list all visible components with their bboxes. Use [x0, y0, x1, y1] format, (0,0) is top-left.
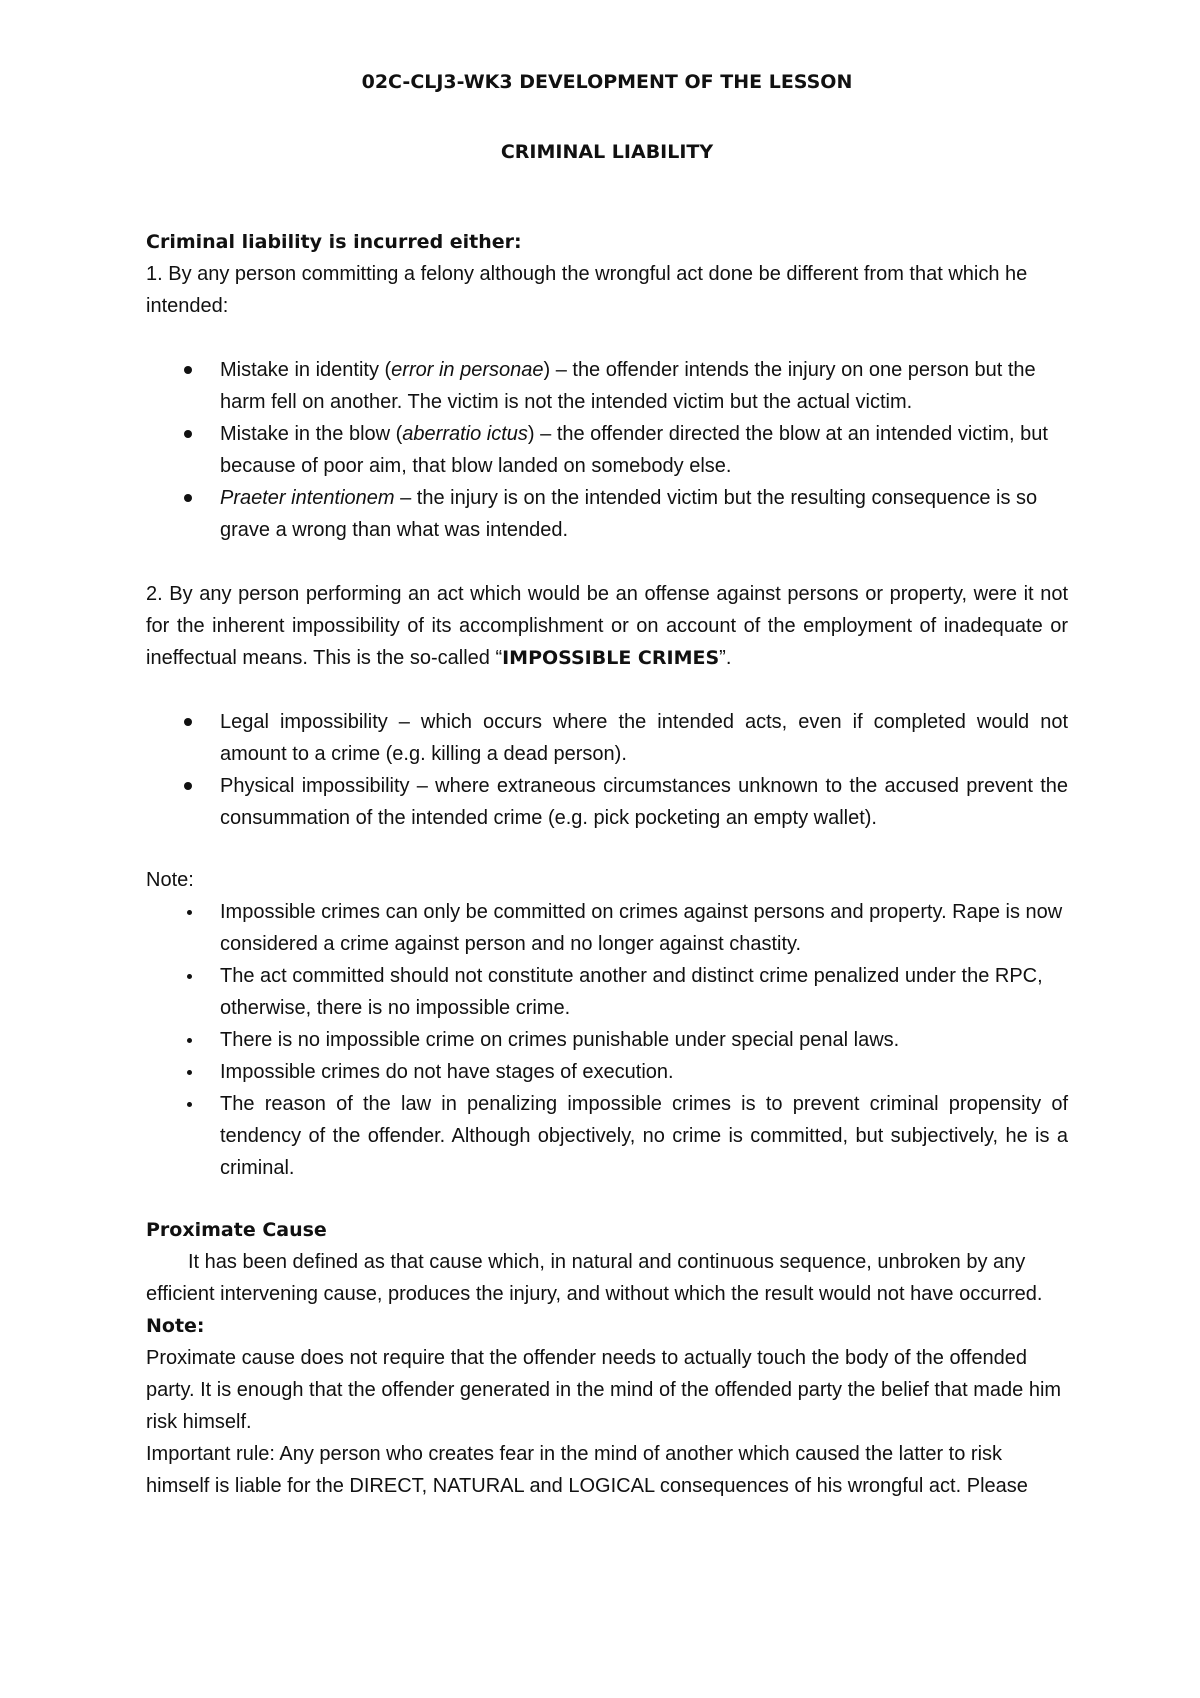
note-2-label: Note: — [146, 1315, 205, 1337]
list-item-text: ) – the offender directed the blow at an intended victim, but because of poor aim, that blow landed on somebody else. — [220, 423, 1048, 477]
item-1-text: 1. By any person committing a felony although the wrongful act done be different from that which he intended: — [146, 263, 1028, 317]
note-list — [146, 896, 1068, 1184]
note-2-text: Proximate cause does not require that the offender needs to actually touch the body of the offended party. It is enough that the offender generated in the mind of the offended party the belief that made him risk himself. — [146, 1347, 1062, 1433]
note-item: The act committed should not constitute another and distinct crime penalized under the RPC, otherwise, there is no impossible crime. — [146, 960, 1068, 1024]
item-2-end: ”. — [719, 647, 732, 669]
list-item-error-in-personae — [146, 354, 1068, 418]
impossibility-list — [146, 706, 1068, 834]
list-item-aberratio-ictus — [146, 418, 1068, 482]
item-2-body: 2. By any person performing an act which would be an offense against persons or property, were it not for the inherent impossibility of its accomplishment or on account of the employment of inadequate or ineffectual means. This is the so-called “ — [146, 583, 1068, 669]
list-item-praeter-intentionem — [146, 482, 1068, 546]
list-item-legal-impossibility: Legal impossibility – which occurs where the intended acts, even if completed would not amount to a crime (e.g. killing a dead person). — [146, 706, 1068, 770]
list-item-prefix: Mistake in the blow ( — [220, 423, 403, 445]
list-item-physical-impossibility: Physical impossibility – where extraneous circumstances unknown to the accused prevent the consummation of the intended crime (e.g. pick pocketing an empty wallet). — [146, 770, 1068, 834]
note-item: Impossible crimes do not have stages of execution. — [146, 1056, 1068, 1088]
note-item: The reason of the law in penalizing impossible crimes is to prevent criminal propensity of tendency of the offender. Although objectively, no crime is committed, but subjectively, he is a criminal. — [146, 1088, 1068, 1184]
impossible-crimes-term: IMPOSSIBLE CRIMES — [502, 647, 720, 669]
mistake-list — [146, 354, 1068, 546]
latin-term: error in personae — [391, 359, 544, 381]
latin-term: Praeter intentionem — [220, 487, 395, 509]
item-2-text — [146, 578, 1068, 674]
section-title: CRIMINAL LIABILITY — [500, 141, 714, 163]
latin-term: aberratio ictus — [402, 423, 528, 445]
list-item-text: ) – the offender intends the injury on one person but the harm fell on another. The victim is not the intended victim but the actual victim. — [220, 359, 1036, 413]
document-page — [146, 66, 1068, 1502]
proximate-cause-definition: It has been defined as that cause which, in natural and continuous sequence, unbroken by any efficient intervening cause, produces the injury, and without which the result would not have occurred. — [146, 1251, 1043, 1305]
list-item-prefix: Mistake in identity ( — [220, 359, 392, 381]
intro-heading: Criminal liability is incurred either: — [146, 231, 522, 253]
note-item: There is no impossible crime on crimes punishable under special penal laws. — [146, 1024, 1068, 1056]
proximate-cause-heading: Proximate Cause — [146, 1219, 327, 1241]
document-title: 02C-CLJ3-WK3 DEVELOPMENT OF THE LESSON — [361, 71, 853, 93]
note-label: Note: — [146, 869, 194, 891]
note-item: Impossible crimes can only be committed on crimes against persons and property. Rape is now considered a crime against person and no longer against chastity. — [146, 896, 1068, 960]
important-rule-text: Important rule: Any person who creates fear in the mind of another which caused the latter to risk himself is liable for the DIRECT, NATURAL and LOGICAL consequences of his wrongful act. Please — [146, 1443, 1028, 1497]
list-item-text: – the injury is on the intended victim but the resulting consequence is so grave a wrong than what was intended. — [220, 487, 1038, 541]
